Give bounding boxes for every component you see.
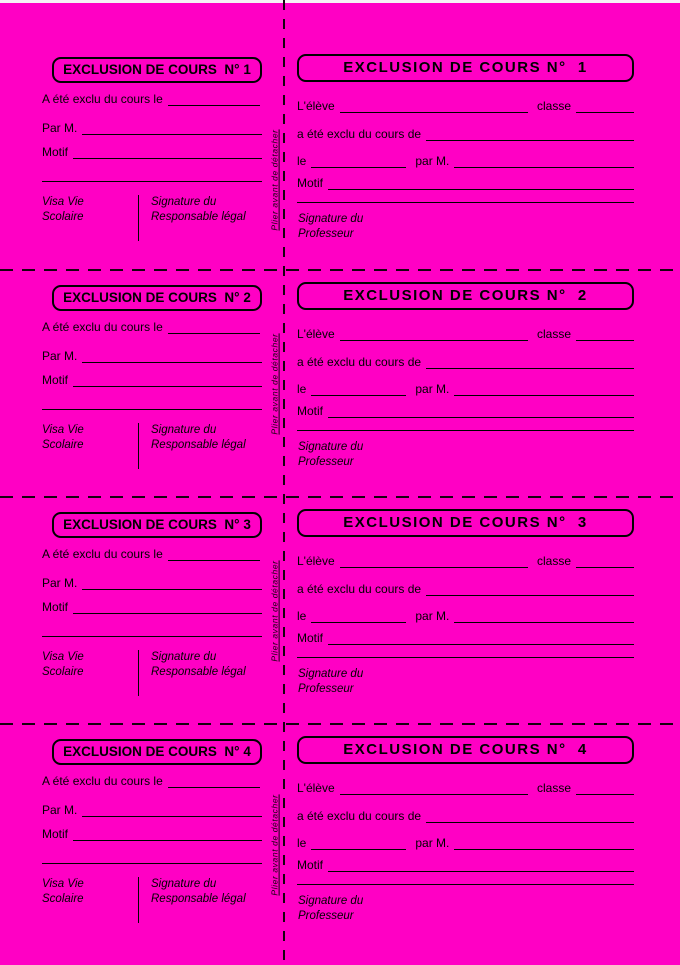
slip-section: [297, 54, 634, 269]
stub-date-blank: [168, 90, 260, 106]
guardian-signature-line2: Responsable légal: [151, 893, 246, 905]
stub-section: [40, 739, 264, 949]
stub-teacher-label: Par M.: [42, 803, 78, 817]
stub-extra-blank: [42, 181, 262, 182]
date-blank: [311, 834, 406, 850]
student-label: L'élève: [297, 99, 335, 113]
stub-teacher-label: Par M.: [42, 576, 78, 590]
date-label: le: [297, 609, 307, 623]
visa-label: [42, 195, 138, 241]
reason-blank: [328, 856, 634, 872]
visa-label-line2: Scolaire: [42, 439, 84, 451]
ticket-row-2: [0, 270, 680, 497]
course-label: a été exclu du cours de: [297, 355, 422, 369]
stub-date-field: [42, 86, 262, 106]
stub-teacher-label: Par M.: [42, 121, 78, 135]
by-label: par M.: [415, 609, 450, 623]
reason-extra-blank: [297, 430, 634, 431]
date-teacher-field: [297, 148, 634, 168]
class-blank: [576, 552, 634, 568]
date-blank: [311, 152, 406, 168]
course-blank: [426, 807, 634, 823]
class-label: classe: [536, 99, 571, 113]
stub-footer: [42, 423, 264, 469]
stub-reason-blank: [73, 143, 262, 159]
student-blank: [340, 779, 528, 795]
reason-extra-blank: [297, 884, 634, 885]
guardian-signature-line1: Signature du: [151, 878, 217, 890]
stub-section: [40, 285, 264, 495]
visa-label: [42, 650, 138, 696]
stub-reason-label: Motif: [42, 827, 69, 841]
stub-footer-divider: [138, 877, 139, 923]
ticket-row-4: [0, 724, 680, 965]
visa-label-line2: Scolaire: [42, 666, 84, 678]
visa-label: [42, 877, 138, 923]
guardian-signature-line2: Responsable légal: [151, 439, 246, 451]
stub-teacher-blank: [82, 801, 262, 817]
reason-field: [297, 170, 634, 190]
fold-instruction: [266, 42, 284, 269]
stub-title: EXCLUSION DE COURS N° 2: [52, 285, 262, 311]
student-blank: [340, 97, 528, 113]
stub-reason-blank: [73, 371, 262, 387]
slip-section: [297, 736, 634, 951]
stub-extra-blank: [42, 863, 262, 864]
student-field: [297, 321, 634, 341]
visa-label-line2: Scolaire: [42, 211, 84, 223]
date-blank: [311, 607, 406, 623]
stub-reason-field: [42, 821, 262, 841]
teacher-signature-label: [298, 667, 363, 697]
visa-label-line1: Visa Vie: [42, 424, 84, 436]
reason-label: Motif: [297, 404, 324, 418]
course-field: [297, 576, 634, 596]
stub-reason-field: [42, 594, 262, 614]
ticket-row-1: [0, 42, 680, 269]
teacher-signature-label: [298, 440, 363, 470]
visa-label-line1: Visa Vie: [42, 878, 84, 890]
slip-title: EXCLUSION DE COURS N° 4: [297, 736, 634, 764]
stub-teacher-label: Par M.: [42, 349, 78, 363]
reason-field: [297, 625, 634, 645]
stub-date-label: A été exclu du cours le: [42, 92, 163, 106]
teacher-signature-label: [298, 894, 363, 924]
course-label: a été exclu du cours de: [297, 127, 422, 141]
guardian-signature-line1: Signature du: [151, 196, 217, 208]
date-teacher-field: [297, 603, 634, 623]
course-blank: [426, 125, 634, 141]
by-blank: [454, 380, 634, 396]
student-blank: [340, 325, 528, 341]
fold-instruction: [266, 497, 284, 724]
fold-instruction: [266, 270, 284, 497]
stub-reason-blank: [73, 825, 262, 841]
stub-extra-blank: [42, 409, 262, 410]
guardian-signature-label: [151, 877, 264, 923]
reason-label: Motif: [297, 631, 324, 645]
slip-title: EXCLUSION DE COURS N° 3: [297, 509, 634, 537]
date-label: le: [297, 836, 307, 850]
reason-label: Motif: [297, 858, 324, 872]
stub-teacher-field: [42, 343, 262, 363]
course-field: [297, 349, 634, 369]
slip-section: [297, 509, 634, 724]
stub-footer-divider: [138, 195, 139, 241]
teacher-signature-line2: Professeur: [298, 910, 354, 922]
course-field: [297, 121, 634, 141]
stub-extra-blank: [42, 636, 262, 637]
stub-teacher-blank: [82, 119, 262, 135]
guardian-signature-line1: Signature du: [151, 424, 217, 436]
reason-blank: [328, 174, 634, 190]
stub-date-blank: [168, 772, 260, 788]
stub-date-field: [42, 768, 262, 788]
stub-footer-divider: [138, 650, 139, 696]
class-label: classe: [536, 327, 571, 341]
student-label: L'élève: [297, 554, 335, 568]
ticket-row-3: [0, 497, 680, 724]
stub-title: EXCLUSION DE COURS N° 3: [52, 512, 262, 538]
slip-title: EXCLUSION DE COURS N° 1: [297, 54, 634, 82]
by-label: par M.: [415, 382, 450, 396]
stub-date-field: [42, 541, 262, 561]
teacher-signature-line1: Signature du: [298, 668, 364, 680]
fold-instruction-text: Plier avant de détacher: [270, 332, 280, 435]
stub-reason-label: Motif: [42, 600, 69, 614]
date-label: le: [297, 382, 307, 396]
stub-date-label: A été exclu du cours le: [42, 547, 163, 561]
stub-reason-field: [42, 367, 262, 387]
by-blank: [454, 607, 634, 623]
teacher-signature-line1: Signature du: [298, 213, 364, 225]
guardian-signature-line1: Signature du: [151, 651, 217, 663]
reason-extra-blank: [297, 657, 634, 658]
reason-extra-blank: [297, 202, 634, 203]
fold-instruction-text: Plier avant de détacher: [270, 793, 280, 896]
visa-label-line1: Visa Vie: [42, 651, 84, 663]
by-label: par M.: [415, 154, 450, 168]
student-label: L'élève: [297, 327, 335, 341]
class-label: classe: [536, 554, 571, 568]
reason-field: [297, 852, 634, 872]
stub-teacher-blank: [82, 574, 262, 590]
guardian-signature-line2: Responsable légal: [151, 211, 246, 223]
stub-footer: [42, 877, 264, 923]
stub-date-blank: [168, 318, 260, 334]
teacher-signature-line1: Signature du: [298, 441, 364, 453]
student-field: [297, 93, 634, 113]
stub-reason-label: Motif: [42, 145, 69, 159]
date-blank: [311, 380, 406, 396]
stub-reason-label: Motif: [42, 373, 69, 387]
reason-field: [297, 398, 634, 418]
stub-date-label: A été exclu du cours le: [42, 320, 163, 334]
by-label: par M.: [415, 836, 450, 850]
reason-blank: [328, 402, 634, 418]
date-label: le: [297, 154, 307, 168]
class-blank: [576, 779, 634, 795]
course-field: [297, 803, 634, 823]
stub-teacher-field: [42, 115, 262, 135]
fold-instruction: [266, 724, 284, 965]
teacher-signature-line2: Professeur: [298, 228, 354, 240]
stub-date-field: [42, 314, 262, 334]
guardian-signature-line2: Responsable légal: [151, 666, 246, 678]
guardian-signature-label: [151, 195, 264, 241]
stub-teacher-field: [42, 570, 262, 590]
stub-title: EXCLUSION DE COURS N° 4: [52, 739, 262, 765]
date-teacher-field: [297, 830, 634, 850]
course-label: a été exclu du cours de: [297, 809, 422, 823]
class-blank: [576, 325, 634, 341]
teacher-signature-line2: Professeur: [298, 683, 354, 695]
stub-title: EXCLUSION DE COURS N° 1: [52, 57, 262, 83]
course-label: a été exclu du cours de: [297, 582, 422, 596]
student-field: [297, 775, 634, 795]
visa-label-line2: Scolaire: [42, 893, 84, 905]
student-label: L'élève: [297, 781, 335, 795]
teacher-signature-label: [298, 212, 363, 242]
teacher-signature-line2: Professeur: [298, 456, 354, 468]
stub-teacher-field: [42, 797, 262, 817]
class-label: classe: [536, 781, 571, 795]
student-field: [297, 548, 634, 568]
fold-instruction-text: Plier avant de détacher: [270, 128, 280, 231]
reason-blank: [328, 629, 634, 645]
teacher-signature-line1: Signature du: [298, 895, 364, 907]
reason-label: Motif: [297, 176, 324, 190]
stub-reason-field: [42, 139, 262, 159]
stub-footer: [42, 650, 264, 696]
by-blank: [454, 834, 634, 850]
course-blank: [426, 580, 634, 596]
slip-title: EXCLUSION DE COURS N° 2: [297, 282, 634, 310]
date-teacher-field: [297, 376, 634, 396]
by-blank: [454, 152, 634, 168]
scan-top-edge: [0, 0, 680, 3]
class-blank: [576, 97, 634, 113]
stub-teacher-blank: [82, 347, 262, 363]
stub-date-label: A été exclu du cours le: [42, 774, 163, 788]
course-blank: [426, 353, 634, 369]
stub-section: [40, 512, 264, 722]
visa-label-line1: Visa Vie: [42, 196, 84, 208]
guardian-signature-label: [151, 650, 264, 696]
stub-footer-divider: [138, 423, 139, 469]
slip-section: [297, 282, 634, 497]
stub-section: [40, 57, 264, 267]
student-blank: [340, 552, 528, 568]
guardian-signature-label: [151, 423, 264, 469]
fold-instruction-text: Plier avant de détacher: [270, 559, 280, 662]
stub-reason-blank: [73, 598, 262, 614]
stub-date-blank: [168, 545, 260, 561]
stub-footer: [42, 195, 264, 241]
visa-label: [42, 423, 138, 469]
